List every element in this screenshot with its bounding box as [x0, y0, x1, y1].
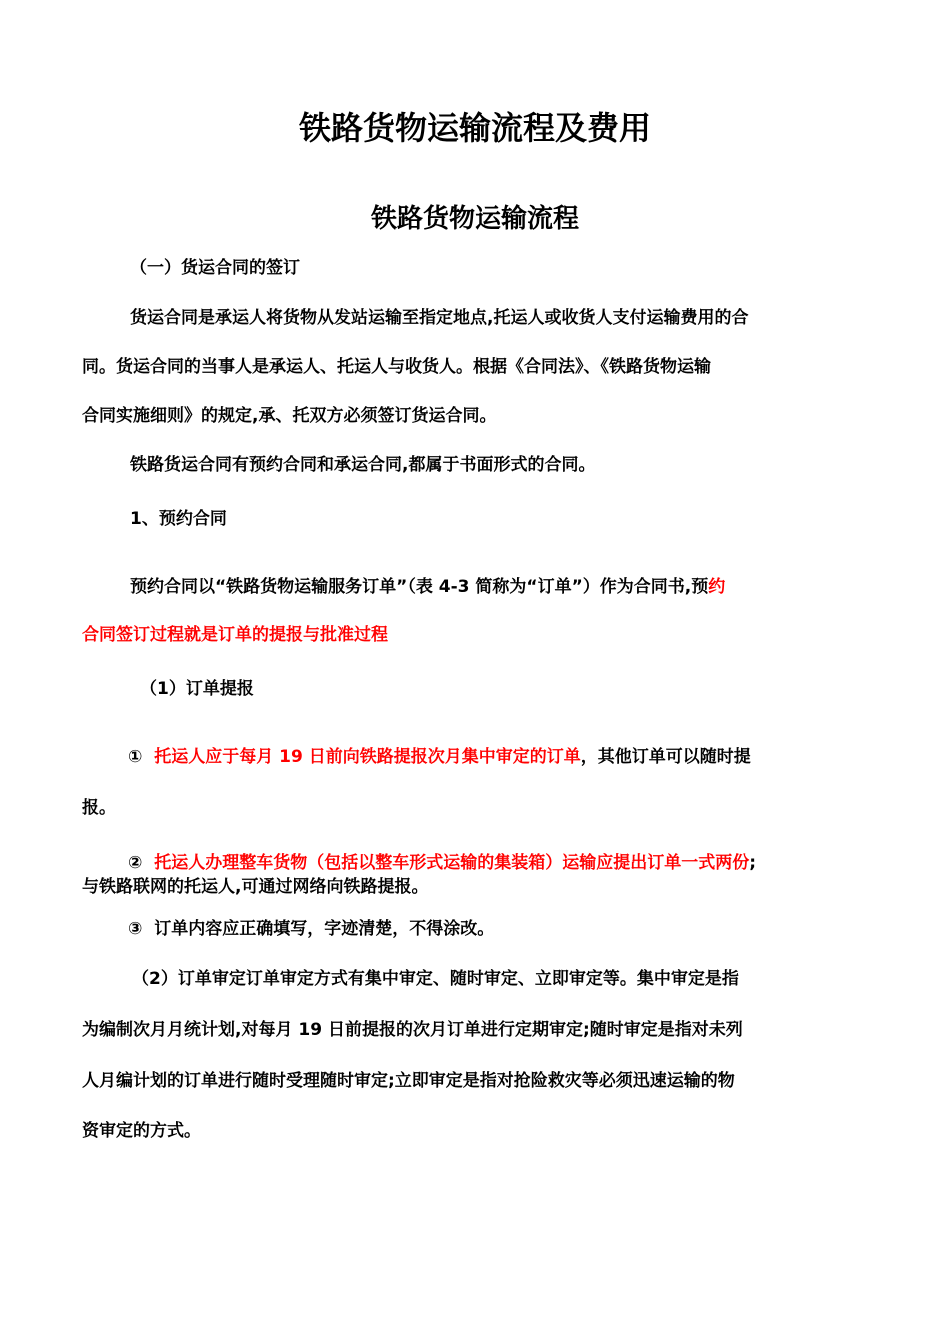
- paragraph-line: 人月编计划的订单进行随时受理随时审定;立即审定是指对抢险救灾等必须迅速运输的物: [82, 1071, 735, 1091]
- text-run: ;: [749, 853, 757, 873]
- highlighted-text: 托运人应于每月 19 日前向铁路提报次月集中审定的订单: [154, 747, 581, 767]
- highlighted-text: 托运人办理整车货物（包括以整车形式运输的集装箱）运输应提出订单一式两份: [154, 853, 750, 873]
- list-item-line: [128, 746, 751, 768]
- paragraph-line: 同。货运合同的当事人是承运人、托运人与收货人。根据《合同法》、《铁路货物运输: [82, 357, 711, 377]
- text-run: 预约合同以“铁路货物运输服务订单”（表 4-3 简称为“订单”）作为合同书,预: [130, 577, 709, 597]
- highlighted-text: 合同签订过程就是订单的提报与批准过程: [82, 625, 388, 645]
- heading-booking-contract: 1、预约合同: [130, 509, 227, 529]
- highlighted-text: 约: [708, 577, 726, 597]
- list-marker: ②: [128, 853, 143, 873]
- paragraph-line: （2）订单审定订单审定方式有集中审定、随时审定、立即审定等。集中审定是指: [132, 969, 739, 989]
- paragraph-line: 合同实施细则》的规定,承、托双方必须签订货运合同。: [82, 406, 497, 426]
- list-item-line: 报。: [82, 798, 116, 818]
- list-marker: ③: [128, 919, 143, 939]
- paragraph-line: 为编制次月月统计划,对每月 19 日前提报的次月订单进行定期审定;随时审定是指对未列: [82, 1020, 743, 1040]
- text-run: ，其他订单可以随时提: [580, 747, 751, 767]
- heading-contract-signing: （一）货运合同的签订: [130, 258, 300, 278]
- list-item-line: 与铁路联网的托运人,可通过网络向铁路提报。: [82, 877, 429, 897]
- paragraph-line: 资审定的方式。: [82, 1121, 201, 1141]
- heading-order-submission: （1）订单提报: [140, 679, 254, 699]
- paragraph-contract-types: 铁路货运合同有预约合同和承运合同,都属于书面形式的合同。: [130, 455, 596, 475]
- paragraph-line: [130, 576, 725, 598]
- section-title: 铁路货物运输流程: [370, 204, 579, 234]
- text-run: 订单内容应正确填写，字迹清楚，不得涂改。: [154, 919, 495, 939]
- list-item: [128, 918, 494, 940]
- list-item-line: [128, 852, 756, 874]
- document-title: 铁路货物运输流程及费用: [298, 109, 651, 147]
- paragraph-line: 货运合同是承运人将货物从发站运输至指定地点,托运人或收货人支付运输费用的合: [130, 308, 749, 328]
- list-marker: ①: [128, 747, 143, 767]
